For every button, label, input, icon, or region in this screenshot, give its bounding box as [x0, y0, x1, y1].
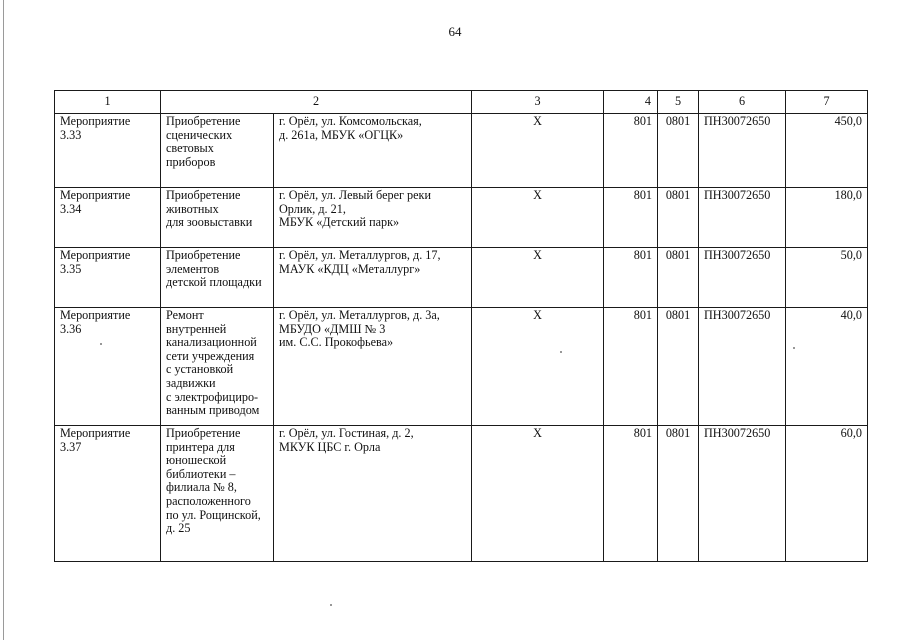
description-cell: Приобретение элементов детской площадки	[161, 248, 274, 308]
address-cell: г. Орёл, ул. Комсомольская, д. 261а, МБУК «ОГЦК»	[274, 114, 472, 188]
col4-cell: 801	[604, 308, 658, 426]
col4-cell: 801	[604, 188, 658, 248]
description-cell: Приобретение животных для зоовыставки	[161, 188, 274, 248]
col7-cell: 50,0	[786, 248, 868, 308]
event-cell: Мероприятие 3.37	[55, 426, 161, 562]
col3-cell: Х	[472, 426, 604, 562]
col7-cell: 40,0	[786, 308, 868, 426]
address-cell: г. Орёл, ул. Гостиная, д. 2, МКУК ЦБС г. Орла	[274, 426, 472, 562]
event-cell: Мероприятие 3.33	[55, 114, 161, 188]
event-cell: Мероприятие 3.34	[55, 188, 161, 248]
header-col-3: 3	[472, 91, 604, 114]
col6-cell: ПН30072650	[699, 114, 786, 188]
col4-cell: 801	[604, 426, 658, 562]
header-col-1: 1	[55, 91, 161, 114]
table-row	[55, 248, 868, 308]
scan-speck	[100, 343, 102, 345]
header-col-2: 2	[161, 91, 472, 114]
col3-cell: Х	[472, 248, 604, 308]
col4-cell: 801	[604, 248, 658, 308]
col6-cell: ПН30072650	[699, 248, 786, 308]
event-cell: Мероприятие 3.36	[55, 308, 161, 426]
address-cell: г. Орёл, ул. Металлургов, д. 3а, МБУДО «ДМШ № 3 им. С.С. Прокофьева»	[274, 308, 472, 426]
header-col-5: 5	[658, 91, 699, 114]
col4-cell: 801	[604, 114, 658, 188]
col7-cell: 180,0	[786, 188, 868, 248]
scan-speck	[560, 351, 562, 353]
col6-cell: ПН30072650	[699, 188, 786, 248]
scan-left-edge	[3, 0, 4, 640]
address-cell: г. Орёл, ул. Металлургов, д. 17, МАУК «КДЦ «Металлург»	[274, 248, 472, 308]
table-row	[55, 188, 868, 248]
col5-cell: 0801	[658, 426, 699, 562]
table-row	[55, 426, 868, 562]
description-cell: Ремонт внутренней канализационной сети учреждения с установкой задвижки с электрофициро- ванным приводом	[161, 308, 274, 426]
col5-cell: 0801	[658, 188, 699, 248]
description-cell: Приобретение принтера для юношеской библиотеки – филиала № 8, расположенного по ул. Рощинской, д. 25	[161, 426, 274, 562]
description-cell: Приобретение сценических световых приборов	[161, 114, 274, 188]
col7-cell: 450,0	[786, 114, 868, 188]
header-col-4: 4	[604, 91, 658, 114]
scan-speck	[330, 604, 332, 606]
col6-cell: ПН30072650	[699, 308, 786, 426]
col5-cell: 0801	[658, 248, 699, 308]
col3-cell: Х	[472, 308, 604, 426]
table-row	[55, 114, 868, 188]
col3-cell: Х	[472, 114, 604, 188]
table-header-row	[55, 91, 868, 114]
header-col-6: 6	[699, 91, 786, 114]
scan-speck	[793, 347, 795, 349]
address-cell: г. Орёл, ул. Левый берег реки Орлик, д. 21, МБУК «Детский парк»	[274, 188, 472, 248]
col6-cell: ПН30072650	[699, 426, 786, 562]
col3-cell: Х	[472, 188, 604, 248]
col5-cell: 0801	[658, 114, 699, 188]
program-table	[54, 90, 868, 562]
event-cell: Мероприятие 3.35	[55, 248, 161, 308]
col5-cell: 0801	[658, 308, 699, 426]
header-col-7: 7	[786, 91, 868, 114]
col7-cell: 60,0	[786, 426, 868, 562]
table-row	[55, 308, 868, 426]
page-number: 64	[448, 24, 462, 39]
